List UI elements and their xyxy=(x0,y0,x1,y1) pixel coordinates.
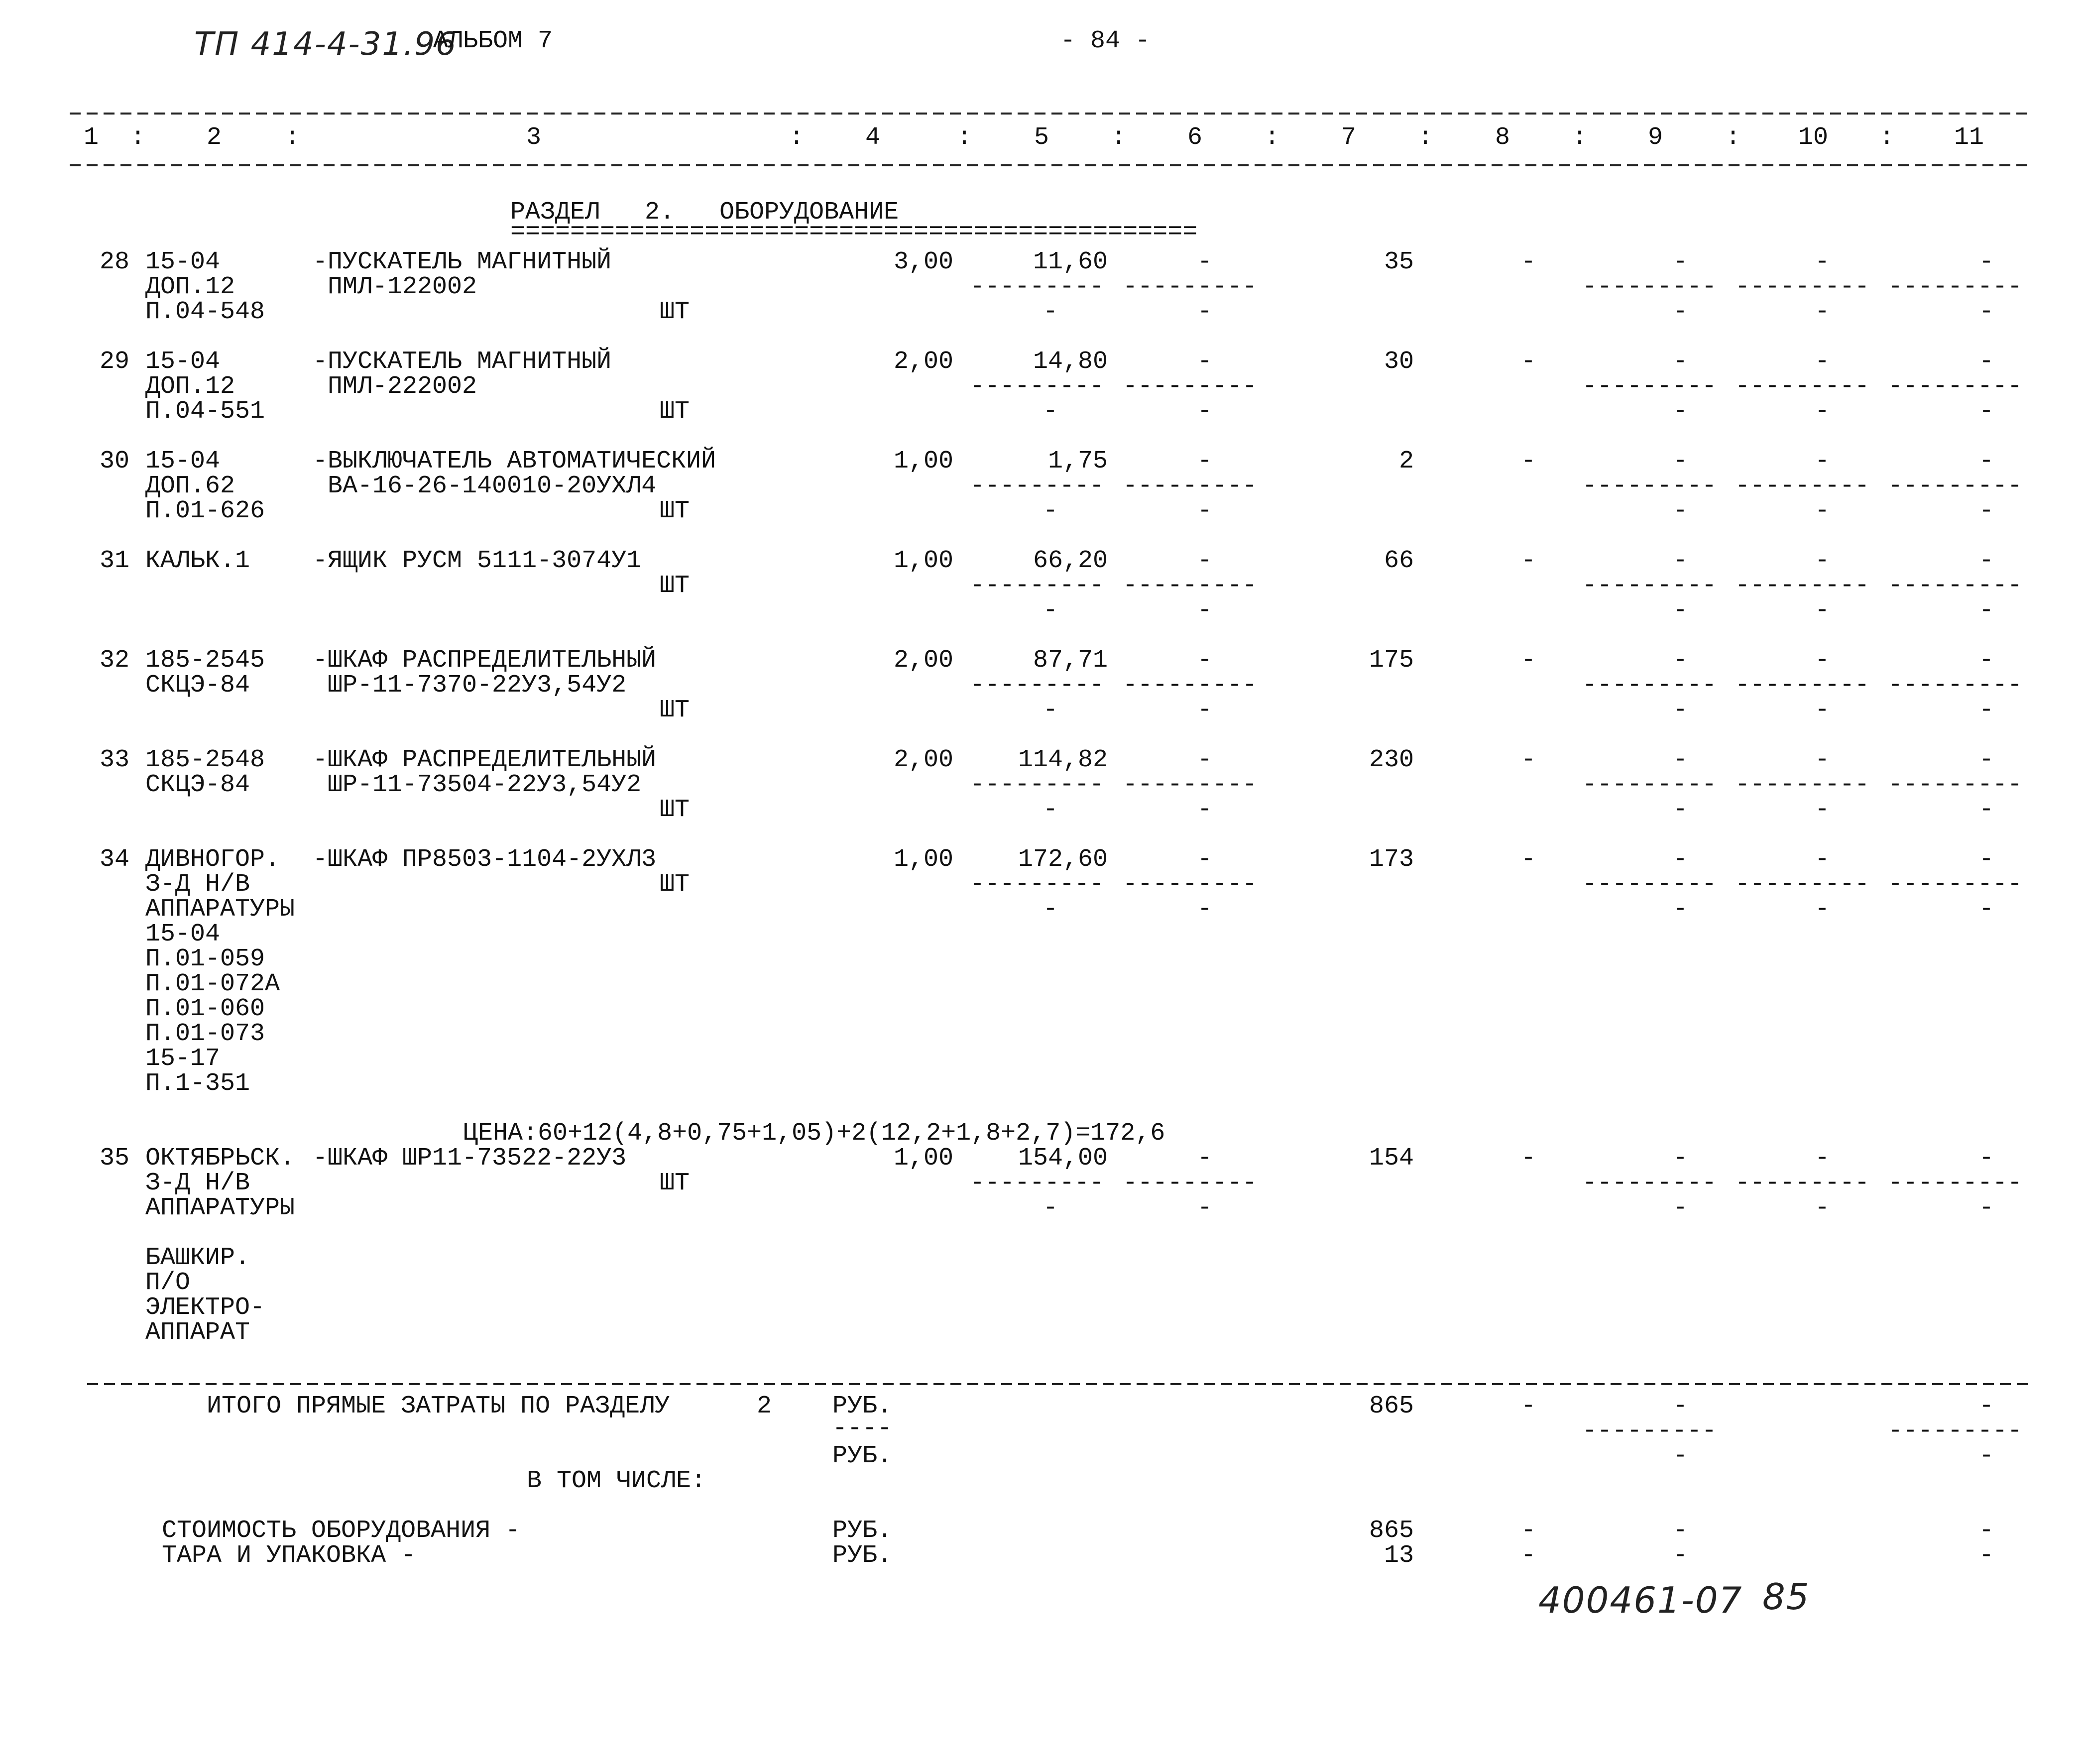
row-col11: - xyxy=(1978,447,1994,475)
row-col11: - xyxy=(1978,746,1994,774)
column-separator: : xyxy=(1726,123,1741,152)
row-quantity: 2,00 xyxy=(893,646,953,675)
row-reference: 15-04 xyxy=(145,920,221,948)
row-reference: ДОП.62 xyxy=(145,472,235,500)
section-title: РАЗДЕЛ 2. ОБОРУДОВАНИЕ xyxy=(510,198,899,227)
row-sub-col5: - xyxy=(1043,596,1058,625)
row-unit-price: 66,20 xyxy=(1033,547,1108,575)
row-unit: ШТ xyxy=(660,497,690,525)
row-col6: - xyxy=(1197,746,1212,774)
column-separator: : xyxy=(130,123,146,152)
row-col7: 230 xyxy=(1369,746,1414,774)
row-rule-col10: --------- xyxy=(1735,273,1870,301)
row-sub-col9: - xyxy=(1672,298,1688,326)
row-col9: - xyxy=(1672,845,1688,874)
row-item-name: -ПУСКАТЕЛЬ МАГНИТНЫЙ xyxy=(313,348,612,376)
row-reference: 15-17 xyxy=(145,1045,221,1073)
row-sub-col6: - xyxy=(1197,1194,1212,1222)
totals-sub-col11: - xyxy=(1978,1442,1994,1470)
row-col7: 30 xyxy=(1384,348,1414,376)
row-unit-price: 154,00 xyxy=(1018,1144,1108,1173)
row-col10: - xyxy=(1814,547,1830,575)
row-unit: ШТ xyxy=(660,870,690,899)
row-unit: ШТ xyxy=(660,1169,690,1197)
row-reference: П.1-351 xyxy=(145,1069,250,1098)
row-reference: П.01-626 xyxy=(145,497,265,525)
row-rule-col5: --------- xyxy=(970,472,1105,500)
column-header-3: 3 xyxy=(526,123,542,152)
row-item-name: ШР-11-7370-22У3,54У2 xyxy=(328,671,627,700)
row-number: 34 xyxy=(99,845,129,874)
row-sub-col5: - xyxy=(1043,895,1058,924)
row-rule-col10: --------- xyxy=(1735,771,1870,799)
footer-stamp-page: 85 xyxy=(1762,1576,1810,1618)
row-item-name: ПМЛ-222002 xyxy=(328,372,477,401)
totals-col9: - xyxy=(1672,1392,1688,1420)
row-col6: - xyxy=(1197,1144,1212,1173)
column-header-11: 11 xyxy=(1954,123,1984,152)
row-reference: ДОП.12 xyxy=(145,372,235,401)
row-sub-col9: - xyxy=(1672,397,1688,426)
row-reference: АППАРАТ xyxy=(145,1318,250,1347)
row-rule-col5: --------- xyxy=(970,273,1105,301)
row-number: 32 xyxy=(99,646,129,675)
row-reference: 15-04 xyxy=(145,348,221,376)
totals-sub-col9: - xyxy=(1672,1442,1688,1470)
row-rule-col11: --------- xyxy=(1888,771,2023,799)
row-rule-col9: --------- xyxy=(1582,671,1717,700)
row-sub-col11: - xyxy=(1978,895,1994,924)
packing-label: ТАРА И УПАКОВКА - xyxy=(162,1541,416,1570)
row-reference: 185-2545 xyxy=(145,646,265,675)
row-rule-col5: --------- xyxy=(970,372,1105,401)
row-reference: 15-04 xyxy=(145,447,221,475)
row-item-name: -ПУСКАТЕЛЬ МАГНИТНЫЙ xyxy=(313,248,612,276)
row-item-name: -ВЫКЛЮЧАТЕЛЬ АВТОМАТИЧЕСКИЙ xyxy=(313,447,716,475)
row-sub-col11: - xyxy=(1978,696,1994,724)
row-sub-col6: - xyxy=(1197,796,1212,824)
row-rule-col5: --------- xyxy=(970,771,1105,799)
row-rule-col6: --------- xyxy=(1123,572,1258,600)
equipment-cost-col8: - xyxy=(1520,1517,1536,1545)
row-sub-col6: - xyxy=(1197,895,1212,924)
row-quantity: 2,00 xyxy=(893,348,953,376)
row-col6: - xyxy=(1197,845,1212,874)
column-header-4: 4 xyxy=(865,123,881,152)
row-sub-col11: - xyxy=(1978,1194,1994,1222)
row-rule-col5: --------- xyxy=(970,572,1105,600)
row-rule-col9: --------- xyxy=(1582,372,1717,401)
column-header-8: 8 xyxy=(1495,123,1510,152)
row-rule-col6: --------- xyxy=(1123,1169,1258,1197)
row-rule-col6: --------- xyxy=(1123,771,1258,799)
row-reference: КАЛЬК.1 xyxy=(145,547,250,575)
row-unit-price: 14,80 xyxy=(1033,348,1108,376)
equipment-cost-label: СТОИМОСТЬ ОБОРУДОВАНИЯ - xyxy=(162,1517,521,1545)
row-col9: - xyxy=(1672,746,1688,774)
row-item-name: -ШКАФ ПР8503-1104-2УХЛ3 xyxy=(313,845,657,874)
totals-col11: - xyxy=(1978,1392,1994,1420)
row-number: 29 xyxy=(99,348,129,376)
row-col9: - xyxy=(1672,447,1688,475)
row-sub-col10: - xyxy=(1814,696,1830,724)
row-rule-col11: --------- xyxy=(1888,1169,2023,1197)
row-item-name: -ШКАФ РАСПРЕДЕЛИТЕЛЬНЫЙ xyxy=(313,646,657,675)
column-separator: : xyxy=(1418,123,1433,152)
column-separator: : xyxy=(1265,123,1280,152)
row-sub-col10: - xyxy=(1814,298,1830,326)
row-rule-col10: --------- xyxy=(1735,870,1870,899)
document-code: ТП 414-4-31.96 xyxy=(194,26,457,63)
row-rule-col5: --------- xyxy=(970,671,1105,700)
row-sub-col6: - xyxy=(1197,397,1212,426)
row-unit: ШТ xyxy=(660,696,690,724)
row-sub-col11: - xyxy=(1978,596,1994,625)
row-rule-col11: --------- xyxy=(1888,273,2023,301)
row-col11: - xyxy=(1978,845,1994,874)
row-sub-col5: - xyxy=(1043,1194,1058,1222)
row-rule-col5: --------- xyxy=(970,1169,1105,1197)
packing-col7: 13 xyxy=(1384,1541,1414,1570)
row-col8: - xyxy=(1520,248,1536,276)
row-col11: - xyxy=(1978,248,1994,276)
row-quantity: 1,00 xyxy=(893,447,953,475)
totals-sub-currency: РУБ. xyxy=(832,1442,893,1470)
row-col8: - xyxy=(1520,1144,1536,1173)
packing-col8: - xyxy=(1520,1541,1536,1570)
row-col9: - xyxy=(1672,547,1688,575)
row-rule-col11: --------- xyxy=(1888,472,2023,500)
column-header-1: 1 xyxy=(84,123,99,152)
row-sub-col5: - xyxy=(1043,397,1058,426)
row-col9: - xyxy=(1672,348,1688,376)
column-separator: : xyxy=(1111,123,1127,152)
column-header-7: 7 xyxy=(1341,123,1357,152)
row-col9: - xyxy=(1672,248,1688,276)
totals-rule-col9: --------- xyxy=(1582,1417,1717,1445)
row-rule-col10: --------- xyxy=(1735,572,1870,600)
column-separator: : xyxy=(1572,123,1588,152)
row-sub-col10: - xyxy=(1814,895,1830,924)
row-reference: ДИВНОГОР. xyxy=(145,845,280,874)
row-item-name: -ШКАФ РАСПРЕДЕЛИТЕЛЬНЫЙ xyxy=(313,746,657,774)
row-sub-col10: - xyxy=(1814,1194,1830,1222)
packing-col11: - xyxy=(1978,1541,1994,1570)
row-rule-col5: --------- xyxy=(970,870,1105,899)
row-rule-col6: --------- xyxy=(1123,671,1258,700)
row-sub-col11: - xyxy=(1978,497,1994,525)
row-col7: 66 xyxy=(1384,547,1414,575)
column-separator: : xyxy=(789,123,805,152)
row-unit: ШТ xyxy=(660,397,690,426)
row-col8: - xyxy=(1520,845,1536,874)
row-rule-col11: --------- xyxy=(1888,372,2023,401)
album-label: АЛЬБОМ 7 xyxy=(433,27,553,55)
row-sub-col11: - xyxy=(1978,397,1994,426)
row-col10: - xyxy=(1814,845,1830,874)
row-quantity: 1,00 xyxy=(893,1144,953,1173)
row-unit: ШТ xyxy=(660,572,690,600)
row-reference: 15-04 xyxy=(145,248,221,276)
row-col6: - xyxy=(1197,447,1212,475)
row-col9: - xyxy=(1672,646,1688,675)
row-reference: ДОП.12 xyxy=(145,273,235,301)
totals-col8: - xyxy=(1520,1392,1536,1420)
row-col8: - xyxy=(1520,547,1536,575)
row-sub-col11: - xyxy=(1978,796,1994,824)
row-number: 33 xyxy=(99,746,129,774)
row-number: 30 xyxy=(99,447,129,475)
column-header-10: 10 xyxy=(1798,123,1829,152)
row-rule-col10: --------- xyxy=(1735,671,1870,700)
totals-rule-col11: --------- xyxy=(1888,1417,2023,1445)
row-reference: П.01-073 xyxy=(145,1020,265,1048)
row-col11: - xyxy=(1978,646,1994,675)
row-sub-col6: - xyxy=(1197,497,1212,525)
row-rule-col9: --------- xyxy=(1582,572,1717,600)
totals-currency-dash: ---- xyxy=(832,1414,893,1443)
row-col7: 154 xyxy=(1369,1144,1414,1173)
row-quantity: 1,00 xyxy=(893,845,953,874)
row-rule-col6: --------- xyxy=(1123,870,1258,899)
row-rule-col11: --------- xyxy=(1888,870,2023,899)
row-rule-col9: --------- xyxy=(1582,771,1717,799)
row-col6: - xyxy=(1197,547,1212,575)
row-col10: - xyxy=(1814,746,1830,774)
row-rule-col10: --------- xyxy=(1735,372,1870,401)
row-rule-col9: --------- xyxy=(1582,472,1717,500)
column-header-5: 5 xyxy=(1034,123,1049,152)
equipment-cost-col7: 865 xyxy=(1369,1517,1414,1545)
row-rule-col9: --------- xyxy=(1582,273,1717,301)
row-reference: ОКТЯБРЬСК. xyxy=(145,1144,295,1173)
footer-stamp-code: 400461-07 xyxy=(1538,1579,1743,1621)
including-label: В ТОМ ЧИСЛЕ: xyxy=(527,1467,706,1495)
equipment-cost-col11: - xyxy=(1978,1517,1994,1545)
row-col8: - xyxy=(1520,746,1536,774)
row-sub-col9: - xyxy=(1672,596,1688,625)
row-col11: - xyxy=(1978,547,1994,575)
row-number: 31 xyxy=(99,547,129,575)
row-col10: - xyxy=(1814,1144,1830,1173)
row-reference: 185-2548 xyxy=(145,746,265,774)
row-col8: - xyxy=(1520,348,1536,376)
row-sub-col5: - xyxy=(1043,298,1058,326)
row-reference: П.04-548 xyxy=(145,298,265,326)
row-reference: З-Д Н/В xyxy=(145,870,250,899)
row-sub-col5: - xyxy=(1043,796,1058,824)
row-reference: АППАРАТУРЫ xyxy=(145,1194,295,1222)
row-col10: - xyxy=(1814,248,1830,276)
row-sub-col6: - xyxy=(1197,298,1212,326)
row-reference: БАШКИР. xyxy=(145,1244,250,1272)
row-sub-col5: - xyxy=(1043,696,1058,724)
row-sub-col9: - xyxy=(1672,796,1688,824)
column-header-9: 9 xyxy=(1648,123,1663,152)
row-col8: - xyxy=(1520,646,1536,675)
row-col10: - xyxy=(1814,348,1830,376)
row-col10: - xyxy=(1814,646,1830,675)
row-quantity: 1,00 xyxy=(893,547,953,575)
row-item-name: ШР-11-73504-22У3,54У2 xyxy=(328,771,642,799)
row-unit-price: 172,60 xyxy=(1018,845,1108,874)
row-rule-col6: --------- xyxy=(1123,273,1258,301)
row-sub-col9: - xyxy=(1672,895,1688,924)
row-item-name: ВА-16-26-140010-20УХЛ4 xyxy=(328,472,657,500)
row-sub-col5: - xyxy=(1043,497,1058,525)
equipment-cost-currency: РУБ. xyxy=(832,1517,893,1545)
row-col7: 175 xyxy=(1369,646,1414,675)
totals-col7: 865 xyxy=(1369,1392,1414,1420)
row-sub-col10: - xyxy=(1814,796,1830,824)
row-unit: ШТ xyxy=(660,796,690,824)
row-col11: - xyxy=(1978,348,1994,376)
row-reference: П.01-072А xyxy=(145,970,280,998)
row-unit-price: 87,71 xyxy=(1033,646,1108,675)
column-header-2: 2 xyxy=(207,123,222,152)
row-col9: - xyxy=(1672,1144,1688,1173)
row-reference: П.01-060 xyxy=(145,995,265,1023)
row-number: 35 xyxy=(99,1144,129,1173)
row-sub-col6: - xyxy=(1197,596,1212,625)
row-col7: 2 xyxy=(1398,447,1414,475)
row-col7: 173 xyxy=(1369,845,1414,874)
row-reference: П/О xyxy=(145,1269,191,1297)
row-reference: П.04-551 xyxy=(145,397,265,426)
row-col11: - xyxy=(1978,1144,1994,1173)
row-reference: АППАРАТУРЫ xyxy=(145,895,295,924)
column-separator: : xyxy=(957,123,972,152)
row-col6: - xyxy=(1197,248,1212,276)
row-reference: ЭЛЕКТРО- xyxy=(145,1294,265,1322)
row-quantity: 2,00 xyxy=(893,746,953,774)
row-rule-col11: --------- xyxy=(1888,572,2023,600)
row-col8: - xyxy=(1520,447,1536,475)
totals-section-number: 2 xyxy=(757,1392,772,1420)
row-sub-col9: - xyxy=(1672,1194,1688,1222)
column-separator: : xyxy=(1879,123,1895,152)
row-number: 28 xyxy=(99,248,129,276)
row-col6: - xyxy=(1197,646,1212,675)
row-unit-price: 114,82 xyxy=(1018,746,1108,774)
row-reference: З-Д Н/В xyxy=(145,1169,250,1197)
row-sub-col9: - xyxy=(1672,696,1688,724)
packing-currency: РУБ. xyxy=(832,1541,893,1570)
column-header-6: 6 xyxy=(1187,123,1203,152)
packing-col9: - xyxy=(1672,1541,1688,1570)
row-rule-col9: --------- xyxy=(1582,870,1717,899)
equipment-cost-col9: - xyxy=(1672,1517,1688,1545)
row-item-name: -ЯЩИК РУСМ 5111-3074У1 xyxy=(313,547,642,575)
row-item-name: -ШКАФ ШР11-73522-22У3 xyxy=(313,1144,627,1173)
row-sub-col6: - xyxy=(1197,696,1212,724)
row-rule-col11: --------- xyxy=(1888,671,2023,700)
totals-label: ИТОГО ПРЯМЫЕ ЗАТРАТЫ ПО РАЗДЕЛУ xyxy=(207,1392,670,1420)
row-rule-col6: --------- xyxy=(1123,472,1258,500)
row-col10: - xyxy=(1814,447,1830,475)
row-unit-price: 1,75 xyxy=(1047,447,1108,475)
totals-currency: РУБ. xyxy=(832,1392,893,1420)
row-reference: СКЦЭ-84 xyxy=(145,671,250,700)
row-unit: ШТ xyxy=(660,298,690,326)
row-sub-col10: - xyxy=(1814,596,1830,625)
row-reference: СКЦЭ-84 xyxy=(145,771,250,799)
section-underline: ============================================== xyxy=(510,218,1198,246)
row-reference: П.01-059 xyxy=(145,945,265,973)
row-rule-col6: --------- xyxy=(1123,372,1258,401)
column-separator: : xyxy=(285,123,300,152)
price-note: ЦЕНА:60+12(4,8+0,75+1,05)+2(12,2+1,8+2,7)=172,6 xyxy=(463,1119,1165,1148)
page-number: - 84 - xyxy=(1060,27,1151,55)
row-col7: 35 xyxy=(1384,248,1414,276)
row-rule-col10: --------- xyxy=(1735,472,1870,500)
row-rule-col9: --------- xyxy=(1582,1169,1717,1197)
row-unit-price: 11,60 xyxy=(1033,248,1108,276)
row-sub-col9: - xyxy=(1672,497,1688,525)
row-sub-col10: - xyxy=(1814,397,1830,426)
row-col6: - xyxy=(1197,348,1212,376)
row-sub-col10: - xyxy=(1814,497,1830,525)
row-quantity: 3,00 xyxy=(893,248,953,276)
row-sub-col11: - xyxy=(1978,298,1994,326)
row-item-name: ПМЛ-122002 xyxy=(328,273,477,301)
row-rule-col10: --------- xyxy=(1735,1169,1870,1197)
